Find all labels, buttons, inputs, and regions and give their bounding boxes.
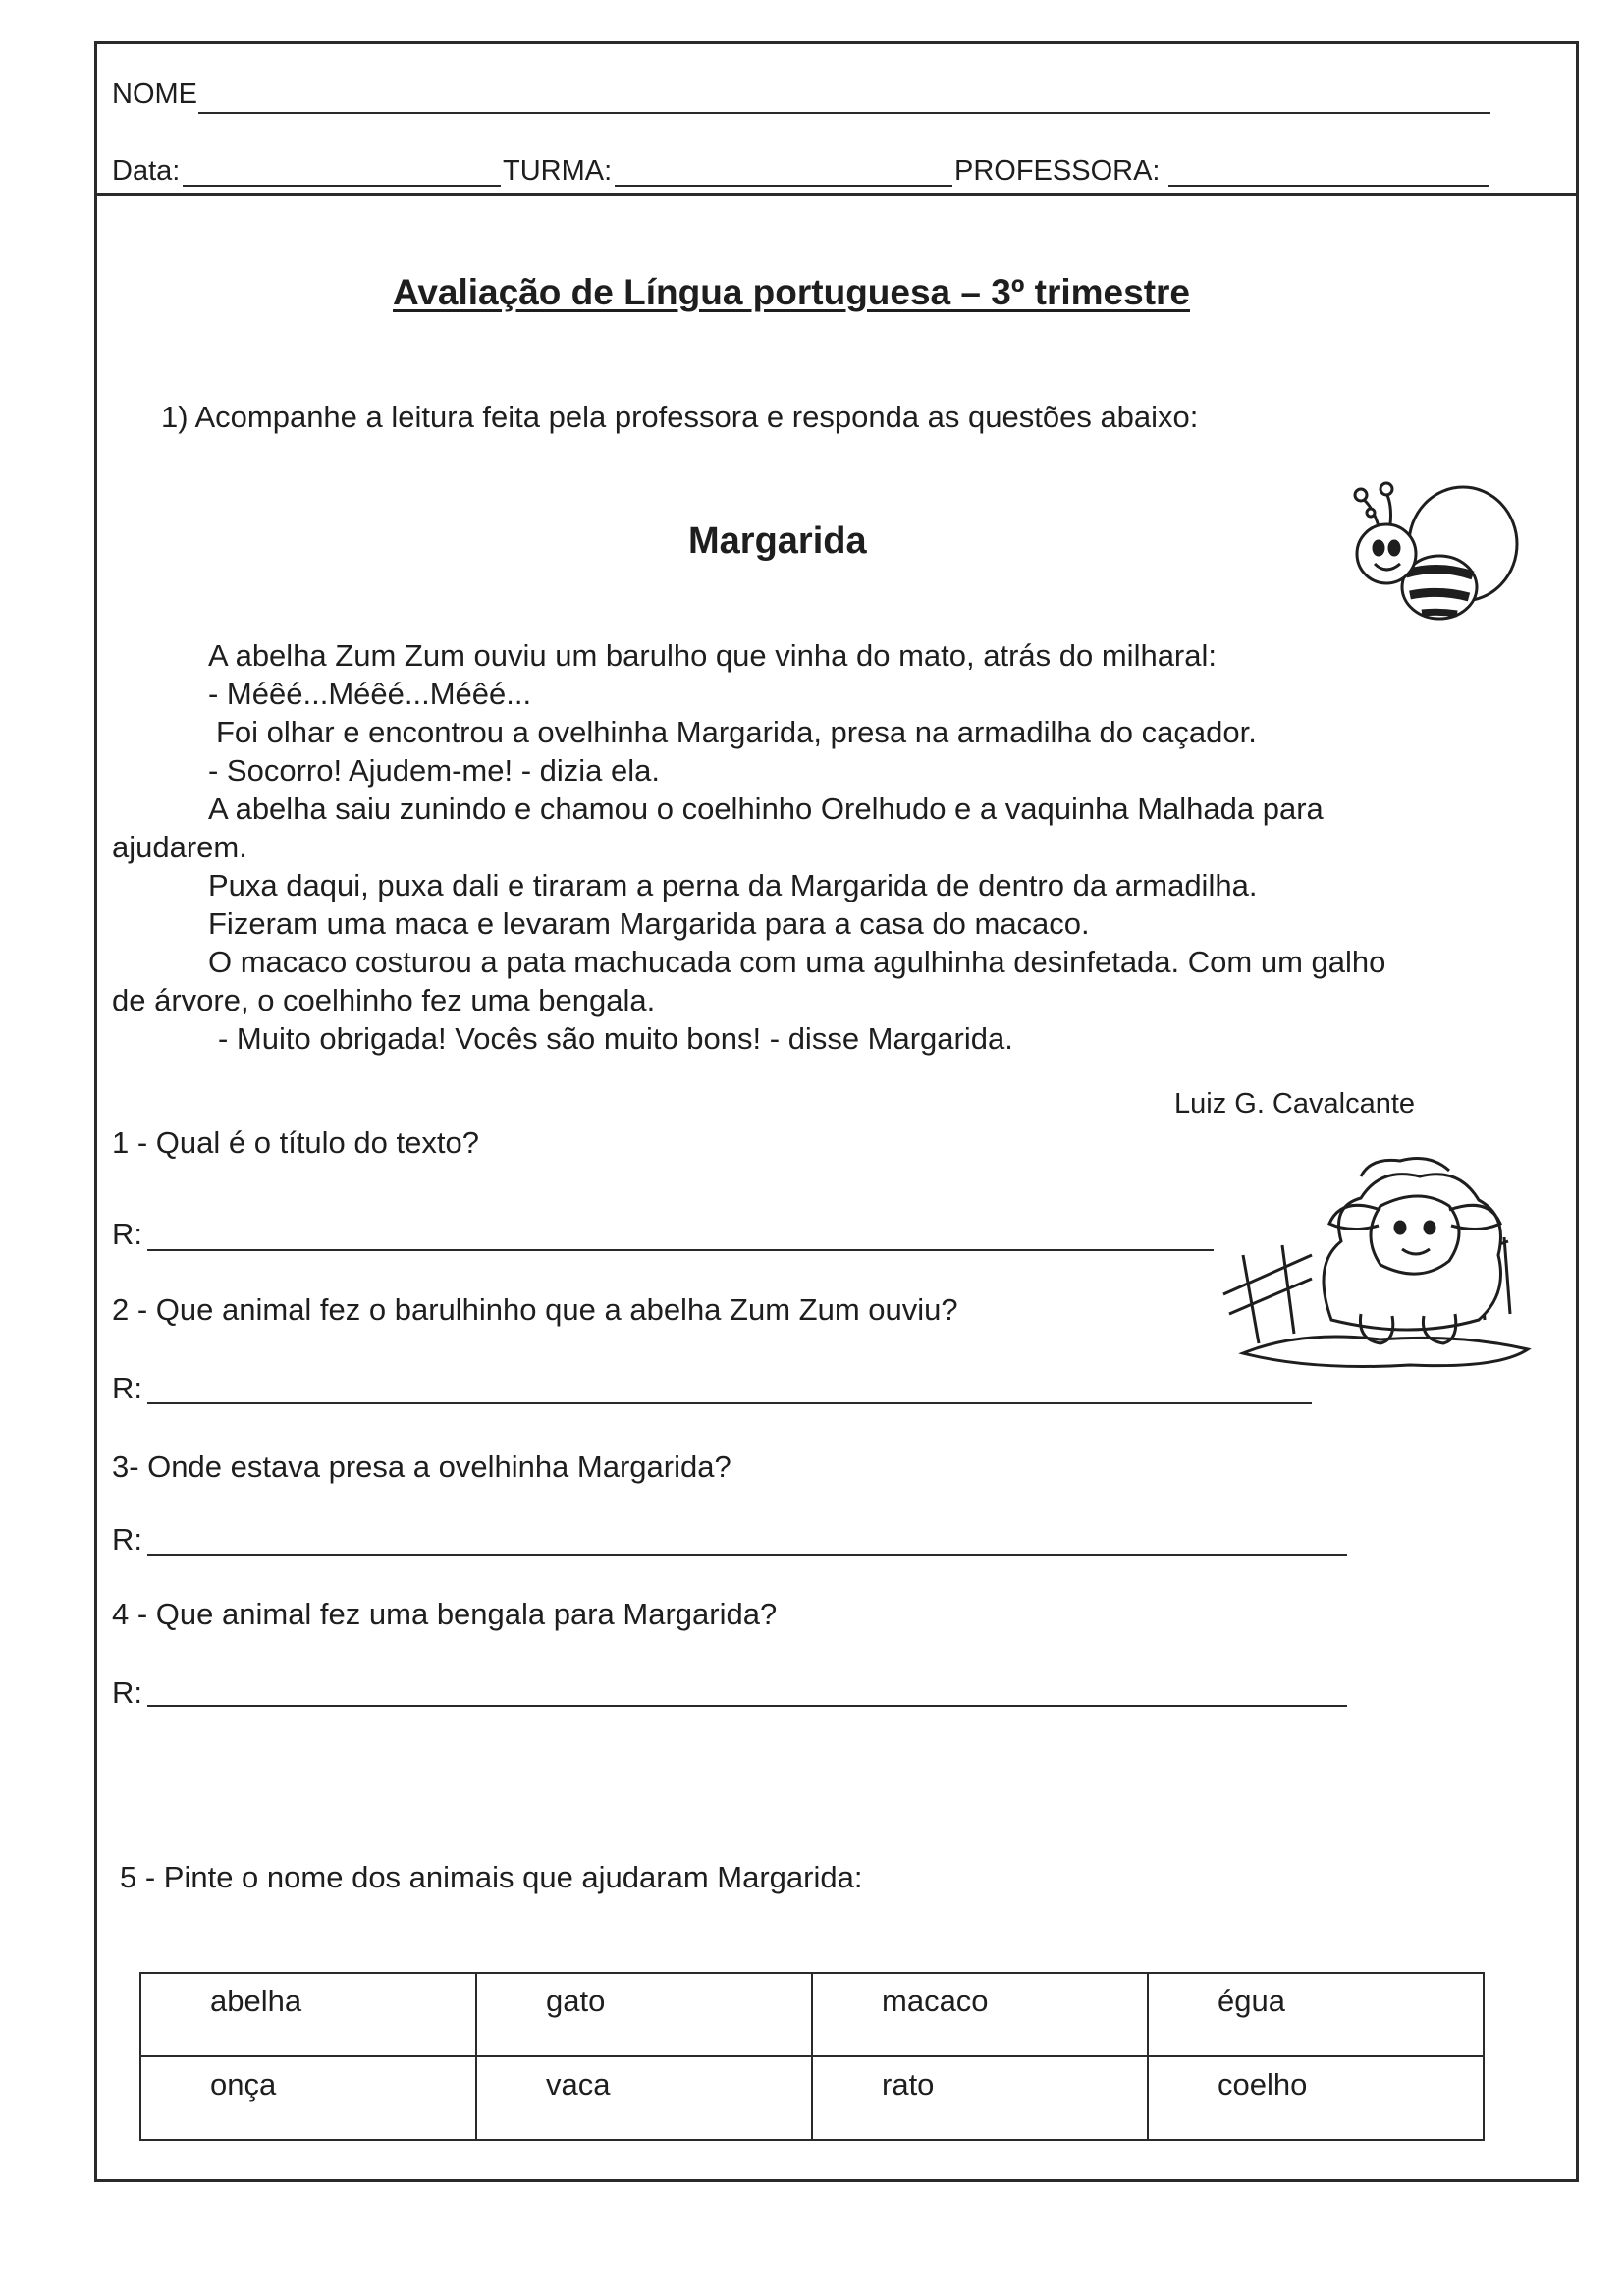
answer-3-label: R: <box>112 1522 142 1557</box>
date-label: Data: <box>112 155 181 187</box>
animal-cell[interactable]: coelho <box>1148 2056 1484 2140</box>
story-author: Luiz G. Cavalcante <box>1174 1088 1416 1120</box>
story-line-9: O macaco costurou a pata machucada com uma agulhinha desinfetada. Com um galho <box>208 945 1386 979</box>
story-line-1: A abelha Zum Zum ouviu um barulho que vinha do mato, atrás do milharal: <box>208 638 1217 673</box>
story-line-10: de árvore, o coelhinho fez uma bengala. <box>112 983 656 1017</box>
answer-1-label: R: <box>112 1217 142 1251</box>
story-line-11: - Muito obrigada! Vocês são muito bons! - disse Margarida. <box>218 1021 1013 1056</box>
teacher-field[interactable] <box>1168 185 1489 187</box>
animal-cell[interactable]: égua <box>1148 1973 1484 2056</box>
bee-icon <box>1343 473 1526 630</box>
name-label: NOME <box>112 79 197 110</box>
answer-4-label: R: <box>112 1675 142 1710</box>
story-title: Margarida <box>688 520 867 562</box>
table-row <box>140 1973 1484 2056</box>
question-3: 3- Onde estava presa a ovelhinha Margarida? <box>112 1449 731 1484</box>
teacher-label: PROFESSORA: <box>954 155 1161 187</box>
answer-1-field[interactable] <box>147 1249 1214 1251</box>
class-field[interactable] <box>615 185 952 187</box>
story-line-3: Foi olhar e encontrou a ovelhinha Margarida, presa na armadilha do caçador. <box>216 715 1257 749</box>
animal-cell[interactable]: onça <box>140 2056 476 2140</box>
answer-2-field[interactable] <box>147 1402 1312 1404</box>
story-line-8: Fizeram uma maca e levaram Margarida para a casa do macaco. <box>208 906 1090 941</box>
question-2: 2 - Que animal fez o barulhinho que a abelha Zum Zum ouviu? <box>112 1292 958 1327</box>
animal-cell[interactable]: vaca <box>476 2056 812 2140</box>
animal-cell[interactable]: rato <box>812 2056 1148 2140</box>
animal-cell[interactable]: abelha <box>140 1973 476 2056</box>
animal-cell[interactable]: gato <box>476 1973 812 2056</box>
question-4: 4 - Que animal fez uma bengala para Margarida? <box>112 1597 778 1631</box>
story-line-6: ajudarem. <box>112 830 247 864</box>
answer-4-field[interactable] <box>147 1705 1347 1707</box>
question-1: 1 - Qual é o título do texto? <box>112 1125 479 1160</box>
animals-table <box>139 1972 1485 2141</box>
story-line-7: Puxa daqui, puxa dali e tiraram a perna da Margarida de dentro da armadilha. <box>208 868 1258 902</box>
class-label: TURMA: <box>503 155 613 187</box>
story-line-4: - Socorro! Ajudem-me! - dizia ela. <box>208 753 661 788</box>
answer-2-label: R: <box>112 1371 142 1405</box>
instruction: 1) Acompanhe a leitura feita pela professora e responda as questões abaixo: <box>161 400 1199 434</box>
table-row <box>140 2056 1484 2140</box>
header-separator <box>94 193 1579 196</box>
date-field[interactable] <box>183 185 501 187</box>
name-field[interactable] <box>198 112 1490 114</box>
story-line-2: - Méêé...Méêé...Méêé... <box>208 677 532 711</box>
exam-title: Avaliação de Língua portuguesa – 3º trimestre <box>393 272 1190 312</box>
story-line-5: A abelha saiu zunindo e chamou o coelhinho Orelhudo e a vaquinha Malhada para <box>208 792 1324 826</box>
animal-cell[interactable]: macaco <box>812 1973 1148 2056</box>
question-5: 5 - Pinte o nome dos animais que ajudaram Margarida: <box>120 1860 863 1894</box>
answer-3-field[interactable] <box>147 1554 1347 1556</box>
sheep-icon <box>1214 1147 1543 1373</box>
